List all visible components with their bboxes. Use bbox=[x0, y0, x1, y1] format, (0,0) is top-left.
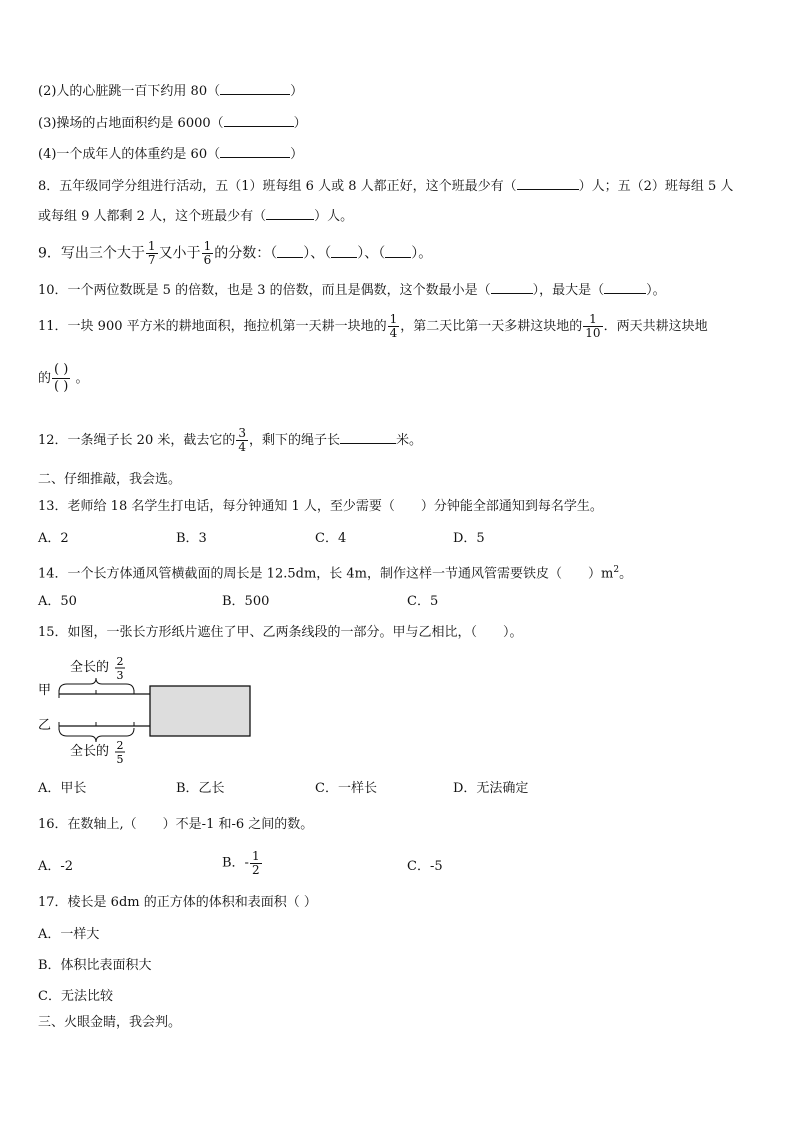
q10: 10．一个两位数既是 5 的倍数，也是 3 的倍数，而且是偶数，这个数最小是（ ），最大是（ ）。 bbox=[38, 283, 666, 298]
bottom-num: 2 bbox=[116, 739, 124, 752]
fraction: $\frac{1}{10}$ bbox=[585, 312, 601, 340]
option-c[interactable]: C．5 bbox=[407, 594, 439, 609]
q7-item3: (3)操场的占地面积约是 6000（ ） bbox=[38, 116, 307, 131]
yi-label: 乙 bbox=[38, 718, 52, 733]
bottom-den: 5 bbox=[116, 753, 124, 766]
option-a[interactable]: A．-2 bbox=[38, 859, 74, 874]
top-label: 全长的 bbox=[70, 660, 110, 675]
option-b[interactable]: B．体积比表面积大 bbox=[38, 958, 152, 973]
option-a[interactable]: A．2 bbox=[38, 531, 69, 546]
option-c[interactable]: C．一样长 bbox=[315, 781, 377, 796]
option-b[interactable]: B．3 bbox=[176, 531, 207, 546]
fraction: $\frac{3}{4}$ bbox=[238, 426, 246, 454]
q14-stem: 14．一个长方体通风管横截面的周长是 12.5dm，长 4m，制作这样一节通风管需要铁皮（ ）$m^2$。 bbox=[38, 565, 633, 582]
answer-blank[interactable] bbox=[491, 281, 533, 294]
option-a[interactable]: A．50 bbox=[38, 594, 77, 609]
answer-blank[interactable] bbox=[385, 245, 411, 258]
option-a[interactable]: A．一样大 bbox=[38, 927, 100, 942]
q12: 12．一条绳子长 20 米，截去它的 $\frac{3}{4}$ ，剩下的绳子长 米。 bbox=[38, 426, 423, 454]
option-d[interactable]: D．5 bbox=[453, 531, 485, 546]
answer-blank[interactable] bbox=[517, 177, 579, 190]
answer-blank[interactable] bbox=[604, 281, 646, 294]
answer-blank[interactable] bbox=[220, 82, 290, 95]
paper-rectangle bbox=[150, 686, 250, 736]
fraction: $\frac{1}{7}$ bbox=[147, 239, 156, 267]
q9: 9．写出三个大于 $\frac{1}{7}$ 又小于 $\frac{1}{6}$ 的分数：（ ）、（ ）、（ ）。 bbox=[38, 239, 433, 267]
q7-item4: (4)一个成年人的体重约是 60（ ） bbox=[38, 147, 304, 162]
option-b[interactable]: B．乙长 bbox=[176, 781, 225, 796]
section-heading: 二、仔细推敲，我会选。 bbox=[38, 472, 182, 487]
option-b[interactable]: B．500 bbox=[222, 594, 270, 609]
option-c[interactable]: C．4 bbox=[315, 531, 347, 546]
q15-figure bbox=[34, 650, 264, 768]
q8-line1: 8．五年级同学分组进行活动，五（1）班每组 6 人或 8 人都正好，这个班最少有（ ）人；五（2）班每组 5 人 bbox=[38, 179, 734, 194]
answer-fraction[interactable]: $\frac{( )}{( )}$ bbox=[54, 362, 69, 394]
top-den: 3 bbox=[116, 669, 124, 682]
q8-line2: 或每组 9 人都剩 2 人，这个班最少有（ ）人。 bbox=[38, 209, 354, 224]
option-d[interactable]: D．无法确定 bbox=[453, 781, 529, 796]
q13-stem: 13．老师给 18 名学生打电话，每分钟通知 1 人，至少需要（ ）分钟能全部通知到每名学生。 bbox=[38, 499, 603, 514]
jia-label: 甲 bbox=[38, 683, 52, 698]
answer-blank[interactable] bbox=[277, 245, 303, 258]
bottom-label: 全长的 bbox=[70, 744, 110, 759]
section-heading: 三、火眼金睛，我会判。 bbox=[38, 1015, 182, 1030]
option-c[interactable]: C．无法比较 bbox=[38, 989, 113, 1004]
answer-blank[interactable] bbox=[220, 145, 290, 158]
q17-stem: 17．棱长是 6dm 的正方体的体积和表面积（ ） bbox=[38, 895, 317, 910]
fraction: $\frac{1}{4}$ bbox=[389, 312, 398, 340]
answer-blank[interactable] bbox=[340, 431, 396, 444]
option-c[interactable]: C．-5 bbox=[407, 859, 443, 874]
answer-blank[interactable] bbox=[224, 114, 294, 127]
q11-line1: 11．一块 900 平方米的耕地面积，拖拉机第一天耕一块地的 $\frac{1}{4}$ ，第二天比第一天多耕这块地的 $\frac{1}{10}$ ．两天共耕这块地 bbox=[38, 312, 708, 340]
q16-stem: 16．在数轴上,（ ）不是-1 和-6 之间的数。 bbox=[38, 817, 314, 832]
option-b[interactable]: B．- $\frac{1}{2}$ bbox=[222, 849, 260, 877]
answer-blank[interactable] bbox=[331, 245, 357, 258]
fraction: $\frac{1}{2}$ bbox=[251, 849, 260, 877]
option-a[interactable]: A．甲长 bbox=[38, 781, 87, 796]
q15-stem: 15．如图，一张长方形纸片遮住了甲、乙两条线段的一部分。甲与乙相比，（ ）。 bbox=[38, 625, 523, 640]
fraction: $\frac{1}{6}$ bbox=[203, 239, 212, 267]
q11-line2: 的 $\frac{( )}{( )}$ 。 bbox=[38, 362, 89, 394]
answer-blank[interactable] bbox=[266, 207, 314, 220]
top-num: 2 bbox=[116, 655, 124, 668]
q7-item2: (2)人的心脏跳一百下约用 80（ ） bbox=[38, 84, 304, 99]
